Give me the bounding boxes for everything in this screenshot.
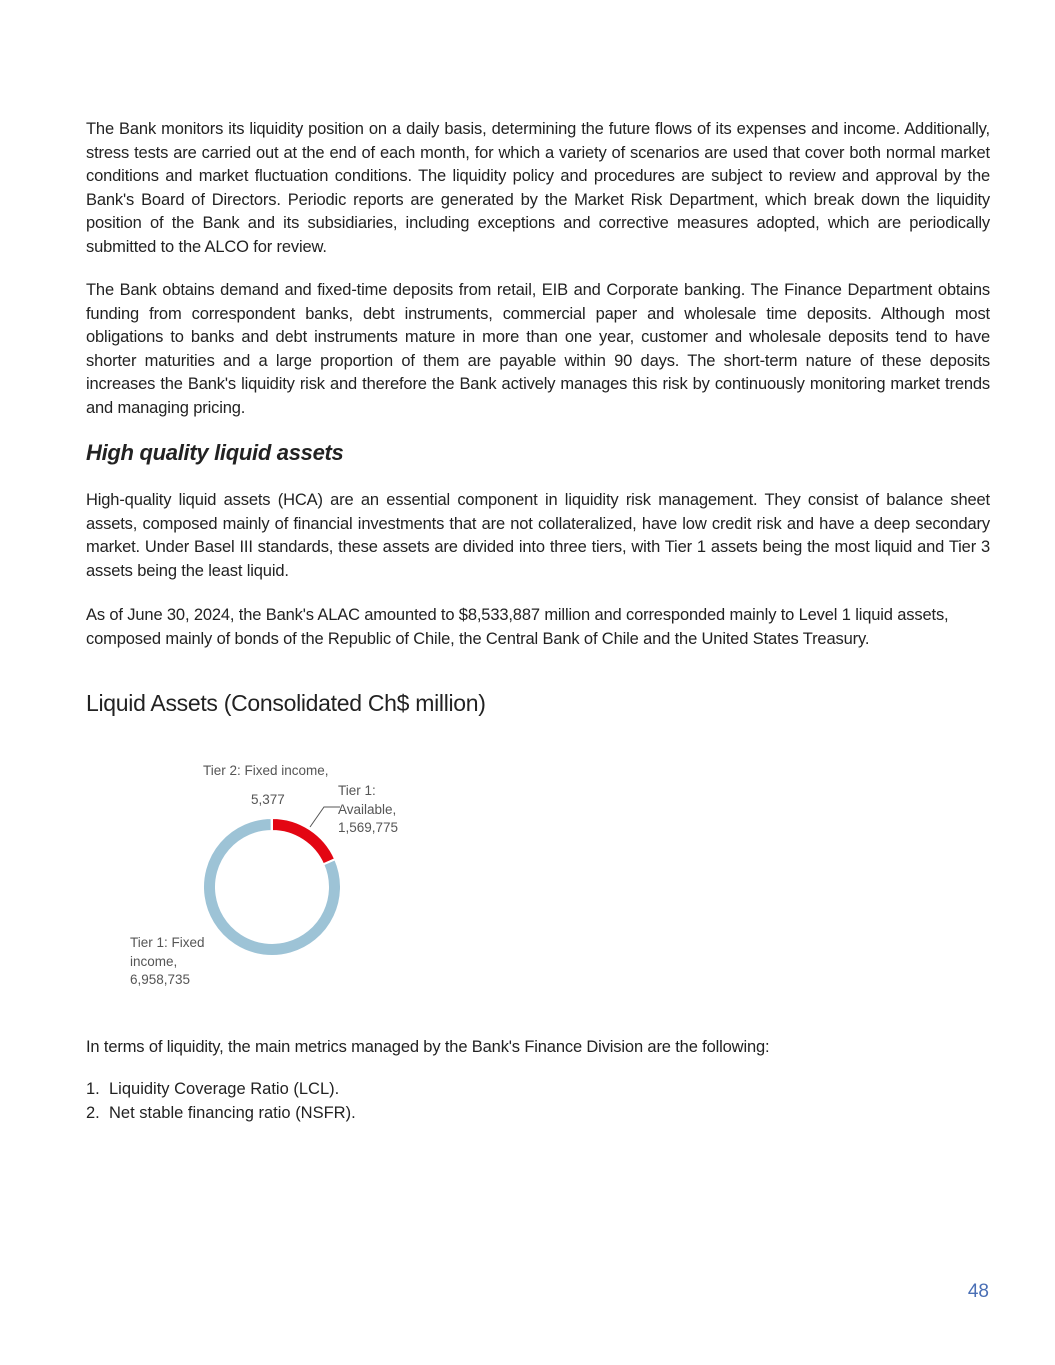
label-tier2-value: 5,377 (251, 792, 285, 807)
paragraph-metrics-intro: In terms of liquidity, the main metrics managed by the Bank's Finance Division are the following: (86, 1038, 770, 1056)
leader-line (310, 807, 340, 827)
chart-title: Liquid Assets (Consolidated Ch$ million) (86, 690, 486, 716)
label-tier1-fixed-income: Tier 1: Fixed income, 6,958,735 (130, 935, 205, 987)
donut-slice-tier-1-available (272, 818, 335, 864)
page-number: 48 (967, 1281, 989, 1302)
metrics-list-item: 2. Net stable financing ratio (NSFR). (86, 1103, 356, 1122)
metrics-list (86, 1078, 356, 1125)
label-tier1-available: Tier 1: Available, 1,569,775 (338, 783, 399, 835)
metrics-list-item: 1. Liquidity Coverage Ratio (LCL). (86, 1080, 340, 1098)
paragraph-alac-amount: As of June 30, 2024, the Bank's ALAC amounted to $8,533,887 million and corresponded mainly to Level 1 liquid assets, composed mainly of bonds of the Republic of Chile, the Central Bank of Chile and the United States Treasury. (86, 606, 949, 648)
label-tier2-fixed-income: Tier 2: Fixed income, (203, 763, 329, 778)
liquid-assets-donut-chart (86, 740, 990, 1010)
section-heading: High quality liquid assets (86, 440, 344, 465)
paragraph-hqla-definition: High-quality liquid assets (HCA) are an essential component in liquidity risk management. They consist of balance sheet assets, composed mainly of financial investments that are not collateralized, have low credit risk and have a deep secondary market. Under Basel III standards, these assets are divided into three tiers, with Tier 1 assets being the most liquid and Tier 3 assets being the least liquid. (86, 491, 990, 580)
donut-svg (86, 740, 990, 1010)
paragraph-liquidity-monitoring: The Bank monitors its liquidity position on a daily basis, determining the future flows of its expenses and income. Additionally, stress tests are carried out at the end of each month, for which a variety of scenarios are used that cover both normal market conditions and market fluctuation conditions. The liquidity policy and procedures are subject to review and approval by the Bank's Board of Directors. Periodic reports are generated by the Market Risk Department, which break down the liquidity position of the Bank and its subsidiaries, including exceptions and corrective measures adopted, which are periodically submitted to the ALCO for review. (86, 120, 990, 256)
paragraph-deposits-funding: The Bank obtains demand and fixed-time deposits from retail, EIB and Corporate banking. The Finance Department obtains funding from correspondent banks, debt instruments, commercial paper and wholesale time deposits. Although most obligations to banks and debt instruments mature in more than one year, customer and wholesale deposits tend to have shorter maturities and a large proportion of them are payable within 90 days. The short-term nature of these deposits increases the Bank's liquidity risk and therefore the Bank actively manages this risk by continuously monitoring market trends and managing pricing. (86, 281, 990, 417)
